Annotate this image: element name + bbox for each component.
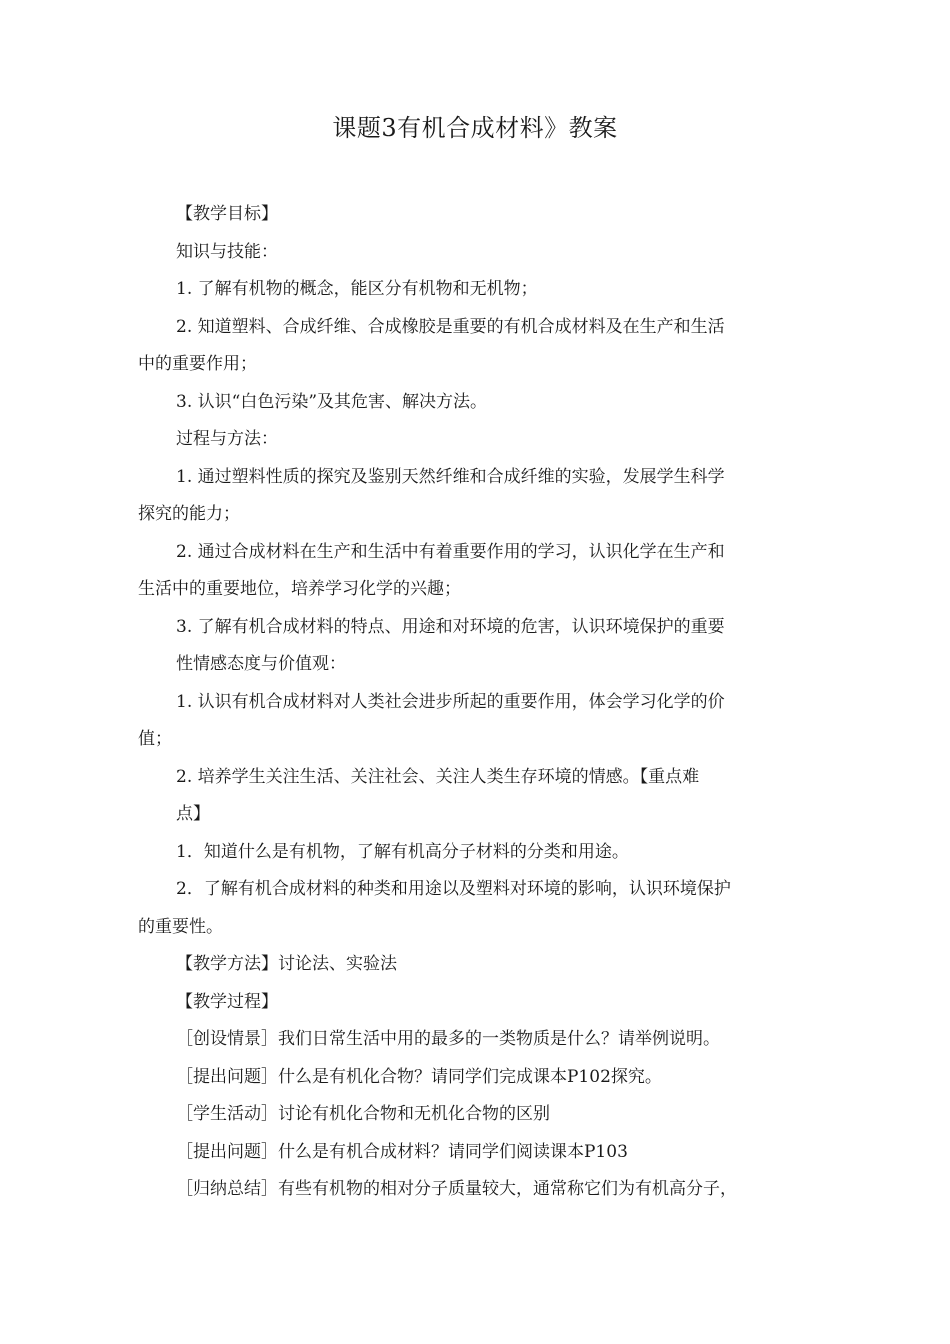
paragraph-line: 1．知道什么是有机物，了解有机高分子材料的分类和用途。 — [176, 841, 629, 862]
paragraph-line: 2. 培养学生关注生活、关注社会、关注人类生存环境的情感。【重点难 — [176, 766, 700, 787]
paragraph-line: 的重要性。 — [138, 916, 223, 937]
paragraph-line: 探究的能力； — [138, 504, 240, 524]
paragraph-line: ［创设情景］我们日常生活中用的最多的一类物质是什么？请举例说明。 — [176, 1029, 720, 1049]
document-title: 课题3有机合成材料》教案 — [332, 114, 618, 142]
paragraph-line: 值； — [138, 729, 172, 749]
document-body — [138, 196, 810, 1209]
paragraph-line: 2. 通过合成材料在生产和生活中有着重要作用的学习，认识化学在生产和 — [176, 541, 725, 562]
paragraph-line: 2. 知道塑料、合成纤维、合成橡胶是重要的有机合成材料及在生产和生活 — [176, 316, 725, 337]
subheading-knowledge-skills: 知识与技能： — [176, 241, 278, 262]
heading-teaching-process: 【教学过程】 — [176, 991, 278, 1012]
paragraph-line: 生活中的重要地位，培养学习化学的兴趣； — [138, 579, 461, 599]
paragraph-line: 2．了解有机合成材料的种类和用途以及塑料对环境的影响，认识环境保护 — [176, 879, 731, 899]
paragraph-line: 点】 — [176, 804, 210, 824]
paragraph-line: ［提出问题］什么是有机合成材料？请同学们阅读课本P103 — [176, 1141, 628, 1162]
paragraph-line: ［提出问题］什么是有机化合物？请同学们完成课本P102探究。 — [176, 1066, 662, 1087]
paragraph-line: 1. 认识有机合成材料对人类社会进步所起的重要作用，体会学习化学的价 — [176, 691, 725, 712]
paragraph-line: 1. 通过塑料性质的探究及鉴别天然纤维和合成纤维的实验，发展学生科学 — [176, 466, 725, 487]
paragraph-line: ［学生活动］讨论有机化合物和无机化合物的区别 — [176, 1104, 550, 1124]
heading-teaching-goals: 【教学目标】 — [176, 204, 278, 224]
subheading-process-method: 过程与方法： — [176, 429, 278, 449]
paragraph-line: 中的重要作用； — [138, 354, 257, 374]
paragraph-line: 1. 了解有机物的概念，能区分有机物和无机物； — [176, 279, 538, 299]
paragraph-line: 3. 认识“白色污染”及其危害、解决方法。 — [176, 391, 488, 412]
subheading-attitude-values: 性情感态度与价值观： — [176, 654, 346, 674]
paragraph-line: 3. 了解有机合成材料的特点、用途和对环境的危害，认识环境保护的重要 — [176, 616, 725, 637]
paragraph-line: ［归纳总结］有些有机物的相对分子质量较大，通常称它们为有机高分子， — [176, 1179, 737, 1199]
heading-teaching-method: 【教学方法】讨论法、实验法 — [176, 954, 397, 974]
